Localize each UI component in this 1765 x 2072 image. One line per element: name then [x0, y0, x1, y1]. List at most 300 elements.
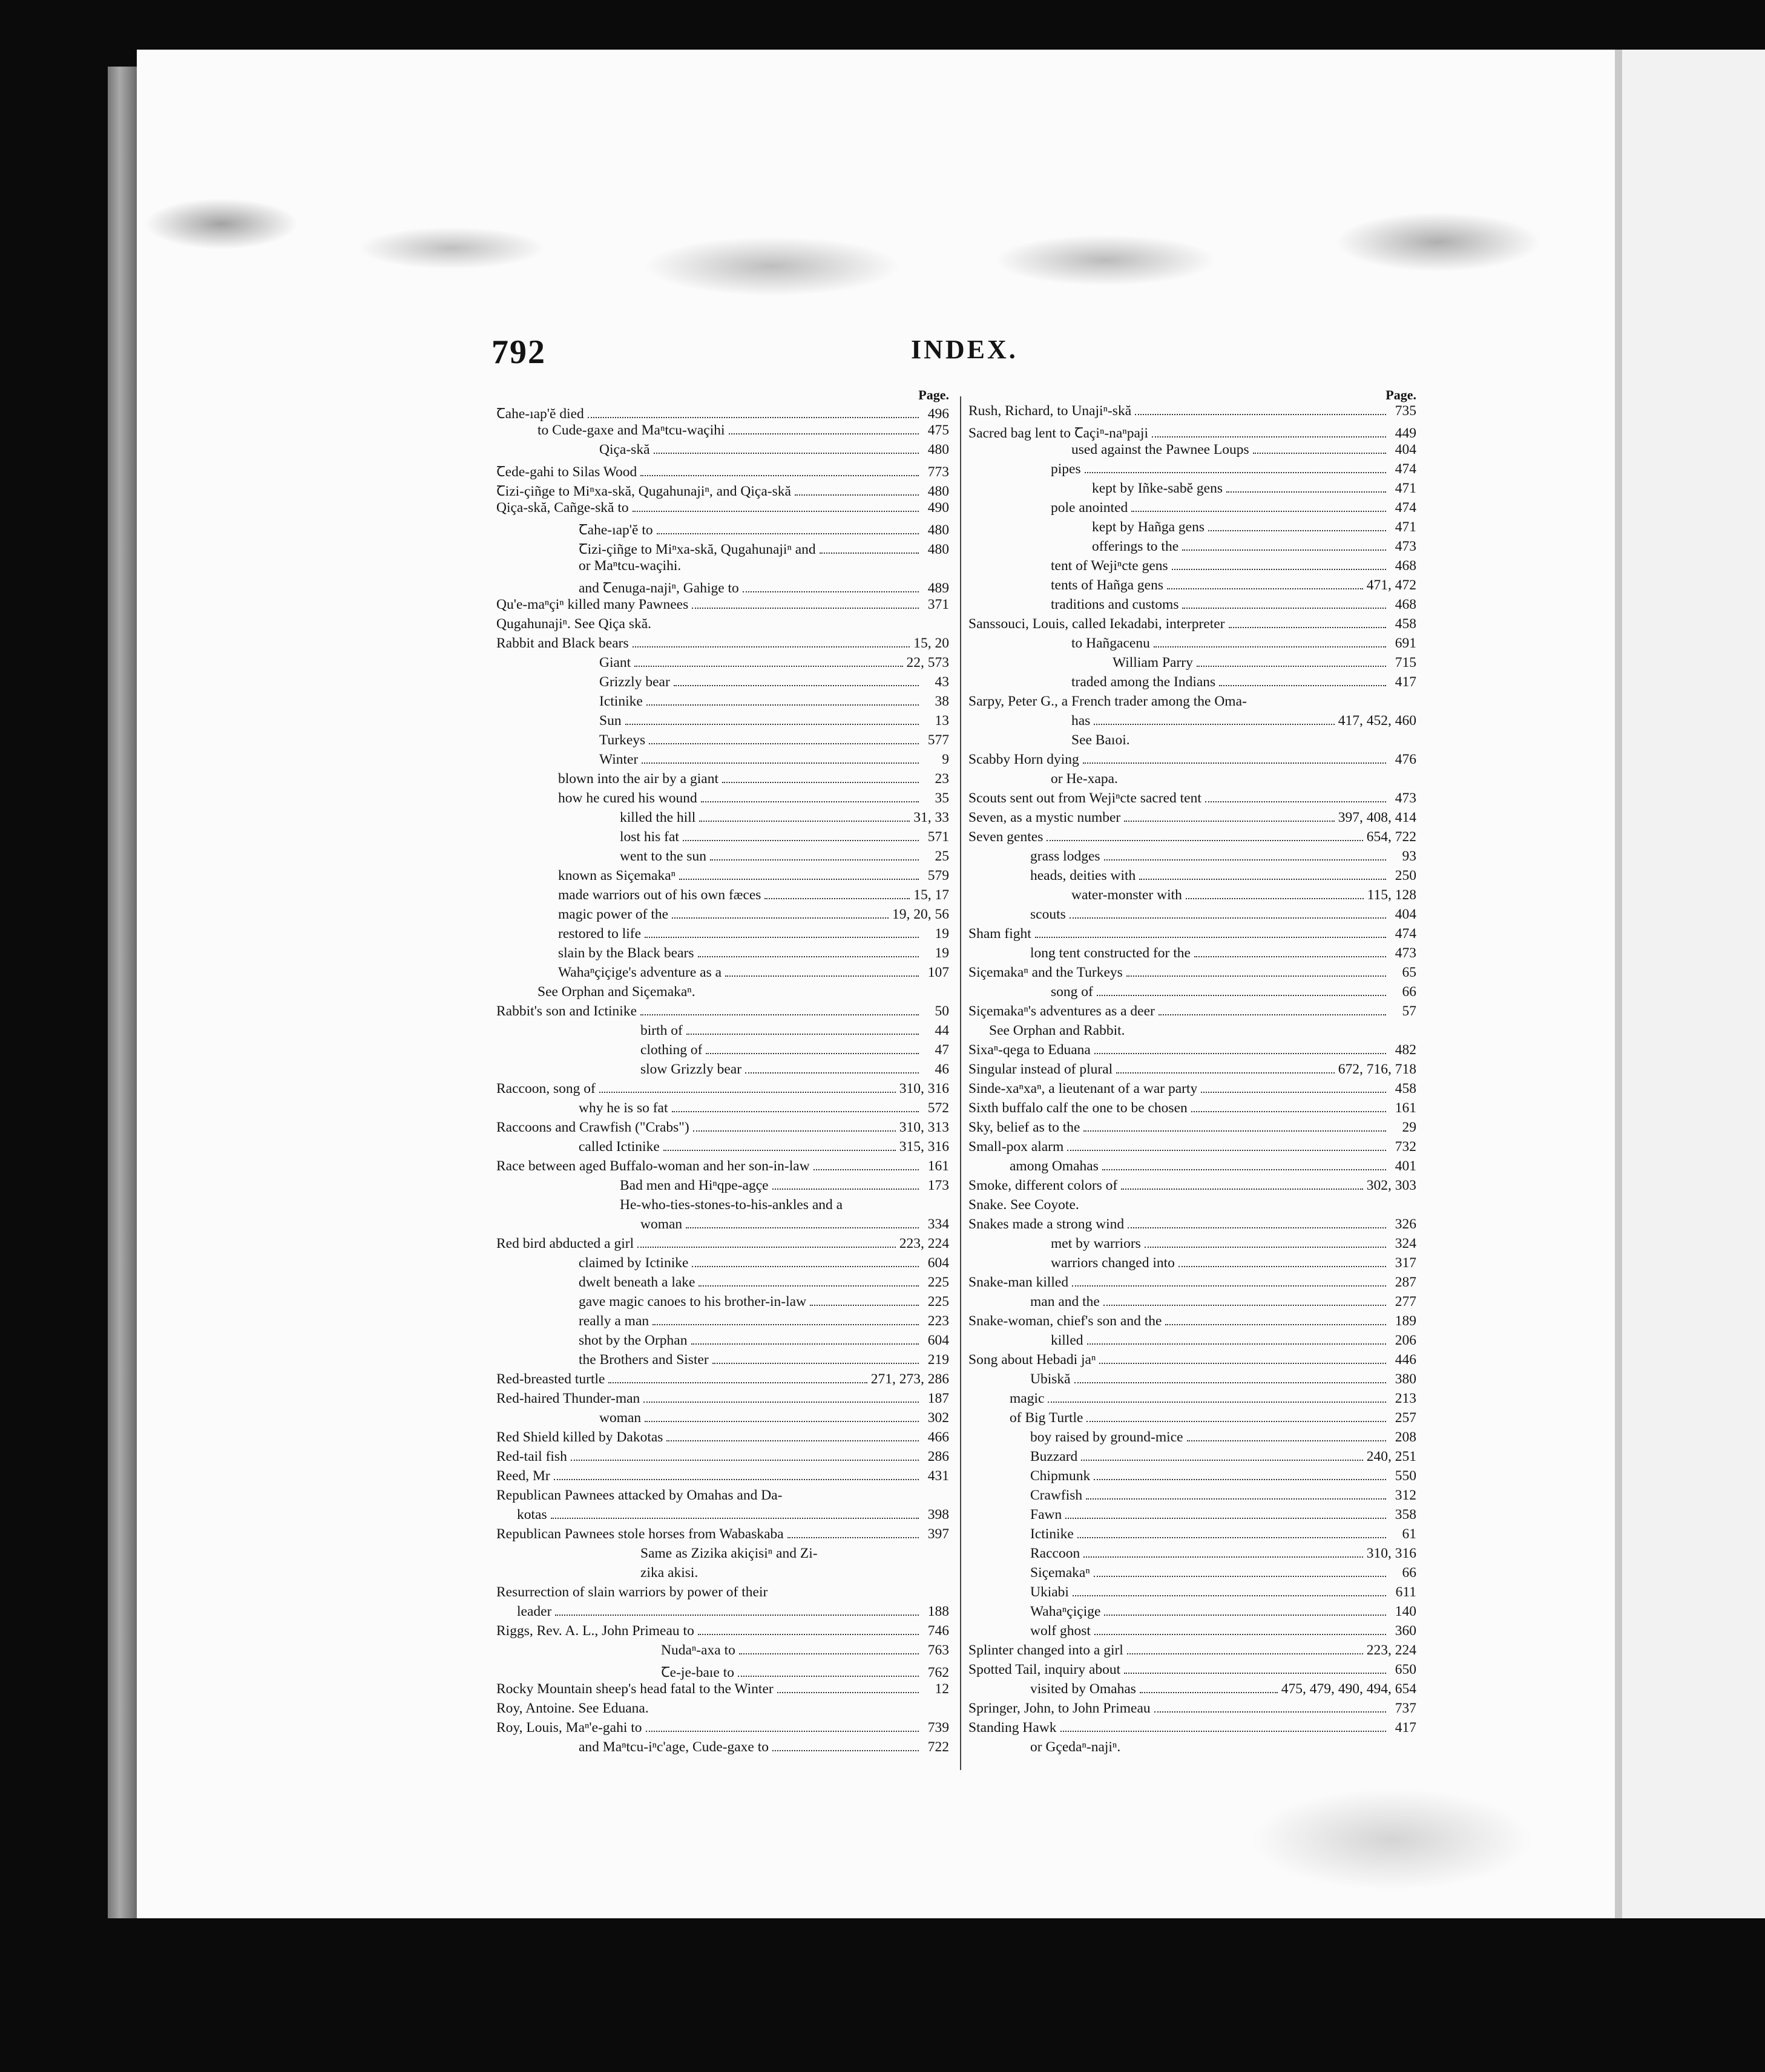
- index-entry-term: warriors changed into: [1051, 1255, 1175, 1271]
- index-entry-term: grass lodges: [1030, 848, 1100, 864]
- index-entry-page: 310, 316: [1366, 1546, 1416, 1561]
- dot-leader: [1187, 1440, 1386, 1441]
- index-entry-term: Raccoon: [1030, 1546, 1080, 1561]
- index-entry-page: 380: [1395, 1371, 1416, 1387]
- index-entry-term: Rush, Richard, to Unajiⁿ-skă: [968, 403, 1132, 419]
- index-entry-term: Same as Zizika akiçisiⁿ and Zi-: [640, 1546, 818, 1561]
- page-column-label: Page.: [1385, 387, 1416, 402]
- index-entry: [968, 1197, 1416, 1216]
- index-entry-page: 57: [1402, 1003, 1416, 1019]
- index-entry: [968, 500, 1416, 519]
- index-entry-term: heads, deities with: [1030, 868, 1136, 884]
- index-entry-term: Qiça-skă, Cañge-skă to: [496, 500, 629, 516]
- index-entry: [968, 1584, 1416, 1604]
- index-entry: [968, 1739, 1416, 1759]
- dot-leader: [738, 1676, 919, 1677]
- index-entry-term: used against the Pawnee Loups: [1071, 442, 1249, 457]
- index-entry-page: 737: [1395, 1700, 1416, 1716]
- index-entry-term: Chipmunk: [1030, 1468, 1091, 1484]
- book-spine: [108, 67, 138, 1918]
- index-entry-page: 187: [927, 1391, 949, 1406]
- index-entry-page: 475, 479, 490, 494, 654: [1281, 1681, 1416, 1697]
- water-stain-bottom: [1180, 1755, 1604, 1912]
- dot-leader: [1085, 472, 1386, 473]
- dot-leader: [645, 1421, 919, 1422]
- index-entry: [496, 752, 949, 771]
- index-entry-term: Sky, belief as to the: [968, 1120, 1080, 1135]
- index-entry-page: 188: [927, 1604, 949, 1619]
- index-entry-page: 277: [1395, 1294, 1416, 1310]
- index-entry: [968, 1662, 1416, 1681]
- index-entry-page: 480: [927, 522, 949, 538]
- index-entry-term: Buzzard: [1030, 1449, 1078, 1464]
- dot-leader: [739, 1653, 919, 1654]
- index-entry-term: Wahaⁿçiçige's adventure as a: [558, 965, 722, 980]
- index-entry-page: 579: [927, 868, 949, 884]
- index-entry-page: 480: [927, 484, 949, 499]
- index-entry-term: killed: [1051, 1333, 1083, 1348]
- index-entry: [496, 461, 949, 480]
- index-entry: [496, 1700, 949, 1720]
- index-entry-term: boy raised by ground-mice: [1030, 1429, 1183, 1445]
- column-divider: [960, 396, 961, 1770]
- index-entry-page: 223, 224: [1366, 1642, 1416, 1658]
- index-entry-term: Rabbit's son and Ictinike: [496, 1003, 637, 1019]
- dot-leader: [571, 1460, 919, 1461]
- index-entry: [968, 1700, 1416, 1720]
- dot-leader: [1131, 511, 1386, 512]
- dot-leader: [820, 552, 919, 554]
- index-entry-page: 65: [1402, 965, 1416, 980]
- index-entry: [968, 713, 1416, 732]
- index-entry: [968, 1604, 1416, 1623]
- dot-leader: [710, 859, 919, 861]
- page-number: 792: [491, 333, 546, 371]
- index-entry-page: 225: [927, 1274, 949, 1290]
- dot-leader: [813, 1169, 919, 1170]
- index-entry: [968, 539, 1416, 558]
- dot-leader: [1083, 1130, 1386, 1132]
- dot-leader: [1094, 1634, 1386, 1635]
- index-entry-term: to Hañgacenu: [1071, 635, 1150, 651]
- index-entry-term: Race between aged Buffalo-woman and her son-in-law: [496, 1158, 810, 1174]
- index-entry-term: and Maⁿtcu-iⁿc'age, Cude-gaxe to: [579, 1739, 769, 1755]
- index-entry-term: magic: [1010, 1391, 1045, 1406]
- index-entry: [968, 829, 1416, 848]
- index-entry: [968, 577, 1416, 597]
- dot-leader: [712, 1363, 919, 1364]
- dot-leader: [672, 917, 889, 919]
- index-entry: [496, 1468, 949, 1487]
- index-entry: [496, 1197, 949, 1216]
- index-entry-page: 140: [1395, 1604, 1416, 1619]
- index-entry-term: See Orphan and Siçemakaⁿ.: [537, 984, 695, 1000]
- index-entry-term: or Gçedaⁿ-najiⁿ.: [1030, 1739, 1121, 1755]
- index-entry-term: Small-pox alarm: [968, 1139, 1064, 1155]
- index-entry: [968, 1468, 1416, 1487]
- index-entry-term: scouts: [1030, 907, 1066, 922]
- index-entry-term: Red Shield killed by Dakotas: [496, 1429, 663, 1445]
- index-entry-term: Red-tail fish: [496, 1449, 567, 1464]
- index-entry-term: claimed by Ictinike: [579, 1255, 689, 1271]
- index-entry-term: killed the hill: [620, 810, 696, 825]
- dot-leader: [1067, 1150, 1386, 1151]
- index-entry-page: 208: [1395, 1429, 1416, 1445]
- index-entry-page: 334: [927, 1216, 949, 1232]
- index-entry-page: 417: [1395, 1720, 1416, 1736]
- dot-leader: [679, 879, 919, 880]
- index-entry: [496, 1720, 949, 1739]
- index-entry-page: 31, 33: [913, 810, 949, 825]
- index-entry: [968, 771, 1416, 790]
- index-entry-page: 44: [935, 1023, 949, 1038]
- index-entry-page: 475: [927, 422, 949, 438]
- index-entry-page: 732: [1395, 1139, 1416, 1155]
- index-entry-term: woman: [599, 1410, 642, 1426]
- dot-leader: [1116, 1072, 1335, 1074]
- dot-leader: [1074, 1382, 1386, 1383]
- index-entry-page: 43: [935, 674, 949, 690]
- dot-leader: [1124, 821, 1334, 822]
- index-entry-page: 431: [927, 1468, 949, 1484]
- index-entry-page: 739: [927, 1720, 949, 1736]
- index-entry: [496, 442, 949, 461]
- index-entry-page: 398: [927, 1507, 949, 1523]
- dot-leader: [642, 762, 919, 764]
- index-entry-term: how he cured his wound: [558, 790, 697, 806]
- index-entry-page: 417: [1395, 674, 1416, 690]
- index-entry: [968, 635, 1416, 655]
- dot-leader: [686, 1227, 919, 1228]
- index-entry: [968, 442, 1416, 461]
- index-entry-page: 271, 273, 286: [870, 1371, 949, 1387]
- index-entry: [496, 1352, 949, 1371]
- index-entry: [968, 907, 1416, 926]
- dot-leader: [1072, 1285, 1386, 1287]
- dot-leader: [1048, 1402, 1386, 1403]
- index-entry-term: Raccoon, song of: [496, 1081, 596, 1097]
- index-entry-page: 287: [1395, 1274, 1416, 1290]
- index-entry-term: tent of Wejiⁿcte gens: [1051, 558, 1168, 574]
- index-entry: [496, 848, 949, 868]
- index-entry: [968, 732, 1416, 752]
- index-entry: [968, 965, 1416, 984]
- dot-leader: [1219, 685, 1386, 686]
- dot-leader: [1178, 1266, 1386, 1267]
- index-entry-term: He-who-ties-stones-to-his-ankles and a: [620, 1197, 843, 1213]
- index-entry-term: Red-haired Thunder-man: [496, 1391, 640, 1406]
- index-entry-page: 161: [927, 1158, 949, 1174]
- index-entry-page: 404: [1395, 907, 1416, 922]
- index-entry: [968, 693, 1416, 713]
- dot-leader: [1205, 801, 1386, 802]
- index-entry-page: 312: [1395, 1487, 1416, 1503]
- index-entry-term: went to the sun: [620, 848, 706, 864]
- dot-leader: [764, 898, 910, 899]
- dot-leader: [693, 1130, 896, 1132]
- index-entry: [968, 1061, 1416, 1081]
- index-entry: [496, 1604, 949, 1623]
- index-entry-page: 240, 251: [1366, 1449, 1416, 1464]
- index-entry: [968, 1216, 1416, 1236]
- index-entry-term: restored to life: [558, 926, 642, 942]
- dot-leader: [701, 801, 919, 802]
- index-entry: [496, 577, 949, 597]
- index-entry: [496, 1139, 949, 1158]
- index-entry: [496, 732, 949, 752]
- dot-leader: [663, 1150, 896, 1151]
- index-entry-term: Spotted Tail, inquiry about: [968, 1662, 1121, 1677]
- dot-leader: [1226, 491, 1386, 493]
- dot-leader: [1070, 917, 1386, 919]
- dot-leader: [1135, 414, 1386, 415]
- index-entry-page: 746: [927, 1623, 949, 1639]
- index-entry-term: song of: [1051, 984, 1093, 1000]
- index-entry-page: 13: [935, 713, 949, 729]
- index-entry-term: kotas: [517, 1507, 547, 1523]
- dot-leader: [706, 1053, 919, 1054]
- index-entry-page: 471: [1395, 480, 1416, 496]
- index-entry-term: shot by the Orphan: [579, 1333, 688, 1348]
- index-entry: [968, 848, 1416, 868]
- dot-leader: [588, 417, 919, 418]
- dot-leader: [1128, 1227, 1386, 1228]
- dot-leader: [1035, 937, 1386, 938]
- dot-leader: [645, 937, 919, 938]
- index-entry: [496, 1042, 949, 1061]
- dot-leader: [1102, 1169, 1386, 1170]
- index-entry: [968, 1081, 1416, 1100]
- index-entry: [968, 752, 1416, 771]
- index-entry: [496, 1429, 949, 1449]
- index-entry: [496, 597, 949, 616]
- dot-leader: [1253, 453, 1386, 454]
- dot-leader: [1229, 627, 1386, 628]
- index-entry: [968, 1158, 1416, 1178]
- index-entry-term: lost his fat: [620, 829, 679, 845]
- index-entry-term: Standing Hawk: [968, 1720, 1057, 1736]
- index-entry-page: 604: [927, 1255, 949, 1271]
- dot-leader: [1139, 879, 1386, 880]
- index-entry: [496, 1333, 949, 1352]
- dot-leader: [683, 840, 919, 841]
- index-entry-page: 474: [1395, 926, 1416, 942]
- index-entry-term: Scouts sent out from Wejiⁿcte sacred tent: [968, 790, 1201, 806]
- index-entry: [496, 1313, 949, 1333]
- index-entry-term: Smoke, different colors of: [968, 1178, 1118, 1193]
- dot-leader: [1099, 1363, 1386, 1364]
- index-entry-page: 773: [927, 464, 949, 480]
- index-entry-term: Winter: [599, 752, 639, 767]
- index-entry: [968, 558, 1416, 577]
- index-entry: [968, 1642, 1416, 1662]
- index-entry: [968, 1681, 1416, 1700]
- dot-leader: [686, 1034, 919, 1035]
- index-entry-page: 468: [1395, 597, 1416, 612]
- index-entry-term: Ꞇizi-çiñge to Miⁿxa-skă, Qugahunajiⁿ and: [579, 542, 816, 557]
- water-stain: [137, 175, 1626, 315]
- index-entry-term: Ictinike: [599, 693, 643, 709]
- index-entry: [968, 1003, 1416, 1023]
- index-entry: [968, 403, 1416, 422]
- index-entry-term: the Brothers and Sister: [579, 1352, 709, 1368]
- dot-leader: [1097, 995, 1386, 996]
- index-entry-page: 474: [1395, 500, 1416, 516]
- index-entry-term: Sham fight: [968, 926, 1031, 942]
- index-entry-page: 61: [1402, 1526, 1416, 1542]
- dot-leader: [692, 608, 919, 609]
- dot-leader: [1182, 608, 1386, 609]
- index-entry-term: Ictinike: [1030, 1526, 1074, 1542]
- index-entry-term: water-monster with: [1071, 887, 1182, 903]
- index-entry-page: 19: [935, 926, 949, 942]
- dot-leader: [1104, 1615, 1386, 1616]
- dot-leader: [1077, 1537, 1386, 1538]
- dot-leader: [1182, 549, 1386, 551]
- index-entry-term: Red bird abducted a girl: [496, 1236, 634, 1251]
- index-entry-page: 50: [935, 1003, 949, 1019]
- index-entry-term: Ukiabi: [1030, 1584, 1069, 1600]
- index-entry: [496, 1100, 949, 1120]
- page-column-label: Page.: [918, 387, 949, 402]
- index-entry: [496, 1274, 949, 1294]
- index-entry-term: Song about Hebadi jaⁿ: [968, 1352, 1096, 1368]
- index-entry-term: Qu'e-maⁿçiⁿ killed many Pawnees: [496, 597, 689, 612]
- index-entry: [496, 887, 949, 907]
- index-entry: [968, 1120, 1416, 1139]
- index-entry: [968, 1236, 1416, 1255]
- index-entry-term: Riggs, Rev. A. L., John Primeau to: [496, 1623, 694, 1639]
- dot-leader: [1121, 1188, 1362, 1190]
- index-entry-term: zika akisi.: [640, 1565, 698, 1581]
- index-entry: [968, 597, 1416, 616]
- index-entry: [968, 1333, 1416, 1352]
- dot-leader: [1065, 1518, 1386, 1519]
- index-entry-term: pipes: [1051, 461, 1081, 477]
- dot-leader: [551, 1518, 919, 1519]
- index-entry-page: 397, 408, 414: [1338, 810, 1416, 825]
- index-entry: [496, 539, 949, 558]
- dot-leader: [1086, 1498, 1386, 1500]
- index-entry: [968, 1507, 1416, 1526]
- dot-leader: [1208, 530, 1386, 531]
- index-entry-term: long tent constructed for the: [1030, 945, 1191, 961]
- index-entry: [496, 1739, 949, 1759]
- index-entry-term: Splinter changed into a girl: [968, 1642, 1123, 1658]
- index-entry-page: 324: [1395, 1236, 1416, 1251]
- index-entry-term: wolf ghost: [1030, 1623, 1091, 1639]
- index-entry-page: 23: [935, 771, 949, 787]
- index-entry-term: Grizzly bear: [599, 674, 670, 690]
- index-entry-term: Sarpy, Peter G., a French trader among the Oma-: [968, 693, 1247, 709]
- index-entry-page: 468: [1395, 558, 1416, 574]
- dot-leader: [637, 1247, 896, 1248]
- index-entry-term: Sixaⁿ-qega to Eduana: [968, 1042, 1091, 1058]
- index-entry-page: 38: [935, 693, 949, 709]
- index-entry-term: met by warriors: [1051, 1236, 1141, 1251]
- index-entry: [968, 790, 1416, 810]
- index-entry-page: 490: [927, 500, 949, 516]
- index-entry: [968, 1429, 1416, 1449]
- dot-leader: [1104, 859, 1386, 861]
- dot-leader: [1172, 569, 1386, 570]
- index-entry-term: among Omahas: [1010, 1158, 1099, 1174]
- index-entry: [496, 1487, 949, 1507]
- dot-leader: [1127, 1653, 1363, 1654]
- index-entry: [968, 655, 1416, 674]
- index-entry-page: 66: [1402, 1565, 1416, 1581]
- dot-leader: [698, 1285, 919, 1287]
- index-entry-page: 66: [1402, 984, 1416, 1000]
- index-entry: [496, 1391, 949, 1410]
- dot-leader: [1087, 1343, 1386, 1345]
- index-entry: [968, 1410, 1416, 1429]
- index-entry: [968, 1623, 1416, 1642]
- index-entry-term: has: [1071, 713, 1091, 729]
- dot-leader: [625, 724, 919, 725]
- index-entry-page: 15, 20: [913, 635, 949, 651]
- dot-leader: [599, 1092, 896, 1093]
- index-entry: [496, 1584, 949, 1604]
- index-entry-page: 474: [1395, 461, 1416, 477]
- index-entry-term: Sixth buffalo calf the one to be chosen: [968, 1100, 1188, 1116]
- dot-leader: [1094, 1479, 1386, 1480]
- index-entry: [496, 1623, 949, 1642]
- index-entry-term: and Ꞇenuga-najiⁿ, Gahige to: [579, 580, 739, 596]
- dot-leader: [795, 494, 919, 496]
- index-entry-term: to Cude-gaxe and Maⁿtcu-waçihi: [537, 422, 725, 438]
- index-entry: [968, 422, 1416, 442]
- index-entry: [496, 829, 949, 848]
- dot-leader: [1124, 1673, 1386, 1674]
- index-entry: [496, 868, 949, 887]
- index-entry-term: See Orphan and Rabbit.: [989, 1023, 1125, 1038]
- index-entry-term: Snake-man killed: [968, 1274, 1069, 1290]
- dot-leader: [698, 1634, 919, 1635]
- index-entry-page: 471: [1395, 519, 1416, 535]
- index-entry-page: 672, 716, 718: [1338, 1061, 1416, 1077]
- index-entry: [968, 480, 1416, 500]
- index-entry-term: made warriors out of his own fæces: [558, 887, 761, 903]
- index-entry-page: 107: [927, 965, 949, 980]
- dot-leader: [725, 975, 919, 977]
- index-entry-page: 480: [927, 542, 949, 557]
- index-entry-page: 47: [935, 1042, 949, 1058]
- index-entry-page: 371: [927, 597, 949, 612]
- index-entry-term: Rabbit and Black bears: [496, 635, 629, 651]
- index-entry-term: kept by Iñke-sabĕ gens: [1092, 480, 1223, 496]
- index-entry: [968, 1371, 1416, 1391]
- index-entry: [496, 635, 949, 655]
- index-entry-term: Singular instead of plural: [968, 1061, 1113, 1077]
- index-entry-term: or Maⁿtcu-waçihi.: [579, 558, 682, 574]
- index-entry: [496, 422, 949, 442]
- dot-leader: [1094, 1576, 1386, 1577]
- index-entry: [968, 1100, 1416, 1120]
- index-entry: [496, 907, 949, 926]
- index-entry-page: 735: [1395, 403, 1416, 419]
- index-entry-page: 473: [1395, 790, 1416, 806]
- index-entry-page: 480: [927, 442, 949, 457]
- index-entry-page: 302, 303: [1366, 1178, 1416, 1193]
- dot-leader: [1094, 1053, 1386, 1054]
- index-entry-page: 257: [1395, 1410, 1416, 1426]
- index-entry-page: 571: [927, 829, 949, 845]
- index-entry-term: known as Siçemakaⁿ: [558, 868, 676, 884]
- index-entry: [968, 887, 1416, 907]
- index-entry-term: kept by Hañga gens: [1092, 519, 1205, 535]
- index-entry-term: Ꞇahe-ıap'ĕ died: [496, 406, 584, 422]
